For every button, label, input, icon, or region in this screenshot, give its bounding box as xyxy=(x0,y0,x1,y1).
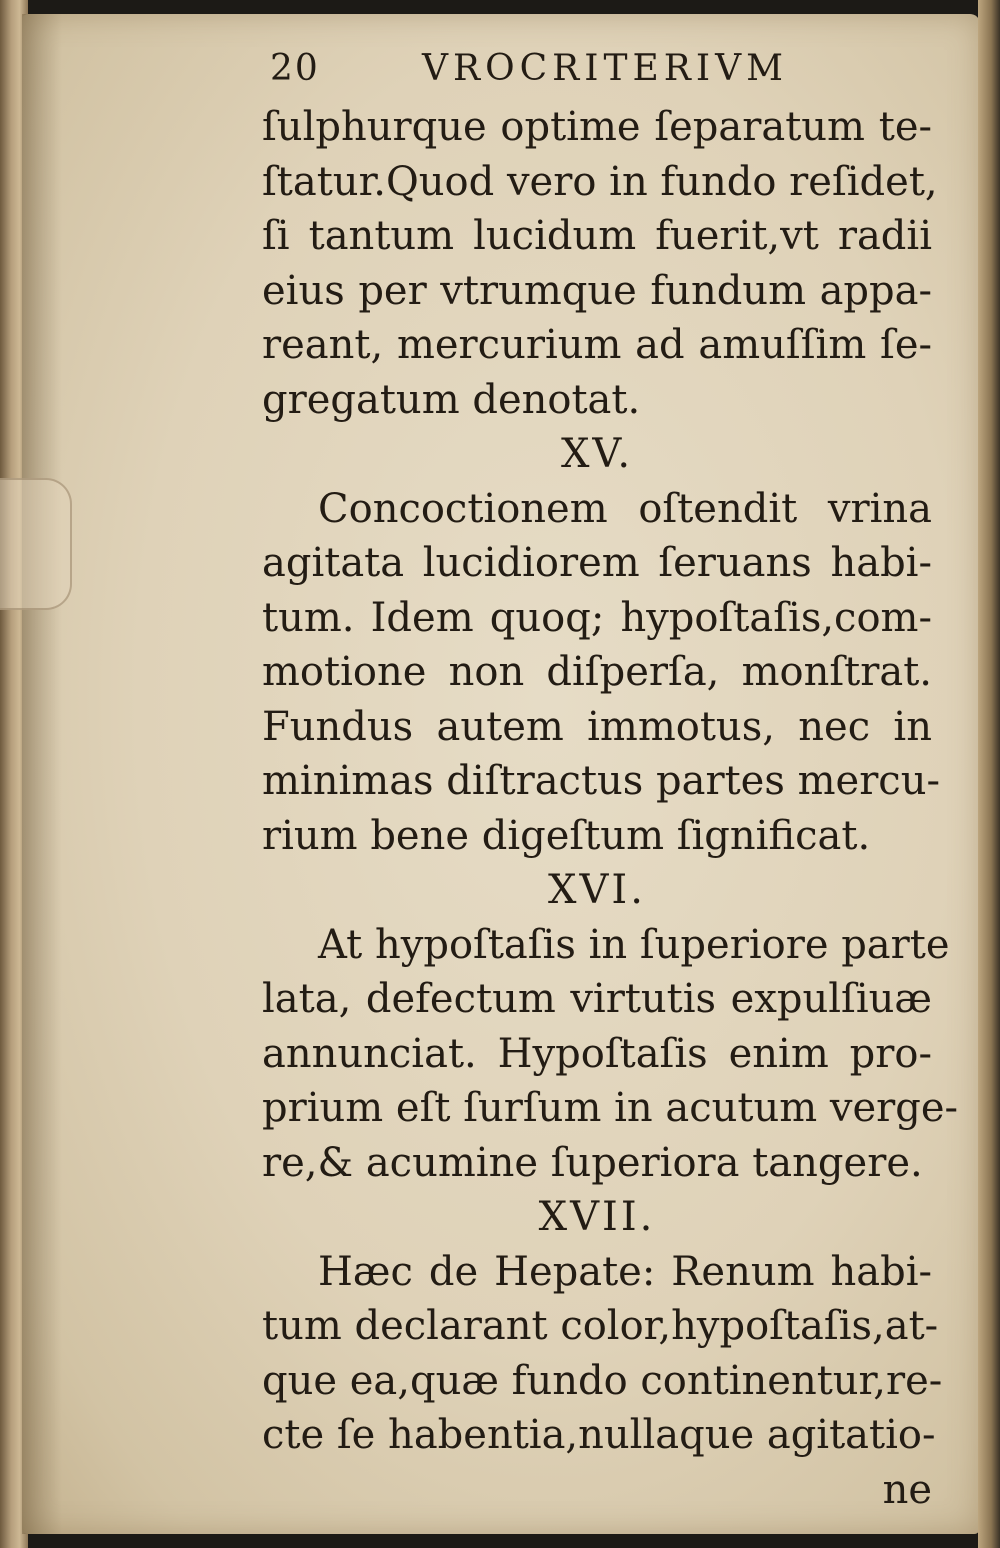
text-line: agitata lucidiorem ſeruans habi- xyxy=(262,540,932,586)
section-numeral-xvi: XVI. xyxy=(548,867,646,913)
running-title: VROCRITERIVM xyxy=(422,48,788,89)
text-line: reant, mercurium ad amuſſim ſe- xyxy=(262,322,932,368)
text-line: que ea,quæ fundo continentur,re- xyxy=(262,1357,943,1404)
paragraph-xvi xyxy=(262,918,959,1191)
text-block xyxy=(262,48,959,1517)
text-line: ſulphurque optime ſeparatum te- xyxy=(262,104,932,150)
catchword: ne xyxy=(882,1466,932,1513)
text-line: annunciat. Hypoſtaſis enim pro- xyxy=(262,1030,932,1077)
text-line: motione non diſperſa, monſtrat. xyxy=(262,649,932,695)
text-line: rium bene digeſtum ſignificat. xyxy=(262,812,871,859)
section-numeral-xvii: XVII. xyxy=(538,1194,656,1240)
text-line: tum. Idem quoq; hypoſtaſis,com- xyxy=(262,594,932,641)
text-line: Fundus autem immotus, nec in xyxy=(262,703,932,750)
text-line: prium eſt ſurſum in acutum verge- xyxy=(262,1085,959,1131)
section-numeral-xv: XV. xyxy=(560,431,634,477)
gutter-shadow xyxy=(22,14,62,1534)
text-line: ſi tantum lucidum fuerit,vt radii xyxy=(262,213,932,259)
paragraph-xv xyxy=(262,482,940,864)
paragraph-xvii xyxy=(262,1245,943,1463)
text-line: Hæc de Hepate: Renum habi- xyxy=(318,1248,932,1295)
text-line: tum declarant color,hypoſtaſis,at- xyxy=(262,1303,939,1349)
text-line: cte ſe habentia,nullaque agitatio- xyxy=(262,1412,936,1458)
page-header xyxy=(262,48,932,100)
text-line: gregatum denotat. xyxy=(262,376,641,423)
text-line: re,& acumine ſuperiora tangere. xyxy=(262,1139,923,1186)
page-fore-edge xyxy=(978,0,1000,1548)
text-line: At hypoſtaſis in ſuperiore parte xyxy=(318,921,950,968)
text-line: Concoctionem oſtendit vrina xyxy=(318,485,932,532)
text-line: eius per vtrumque fundum appa- xyxy=(262,267,932,314)
page-tab-flap xyxy=(0,478,72,610)
text-line: minimas diſtractus partes mercu- xyxy=(262,758,940,804)
page-number: 20 xyxy=(270,48,320,89)
paragraph-continuation xyxy=(262,100,938,427)
text-line: lata, defectum virtutis expulſiuæ xyxy=(262,976,932,1022)
text-line: ſtatur.Quod vero in fundo reſidet, xyxy=(262,158,938,205)
